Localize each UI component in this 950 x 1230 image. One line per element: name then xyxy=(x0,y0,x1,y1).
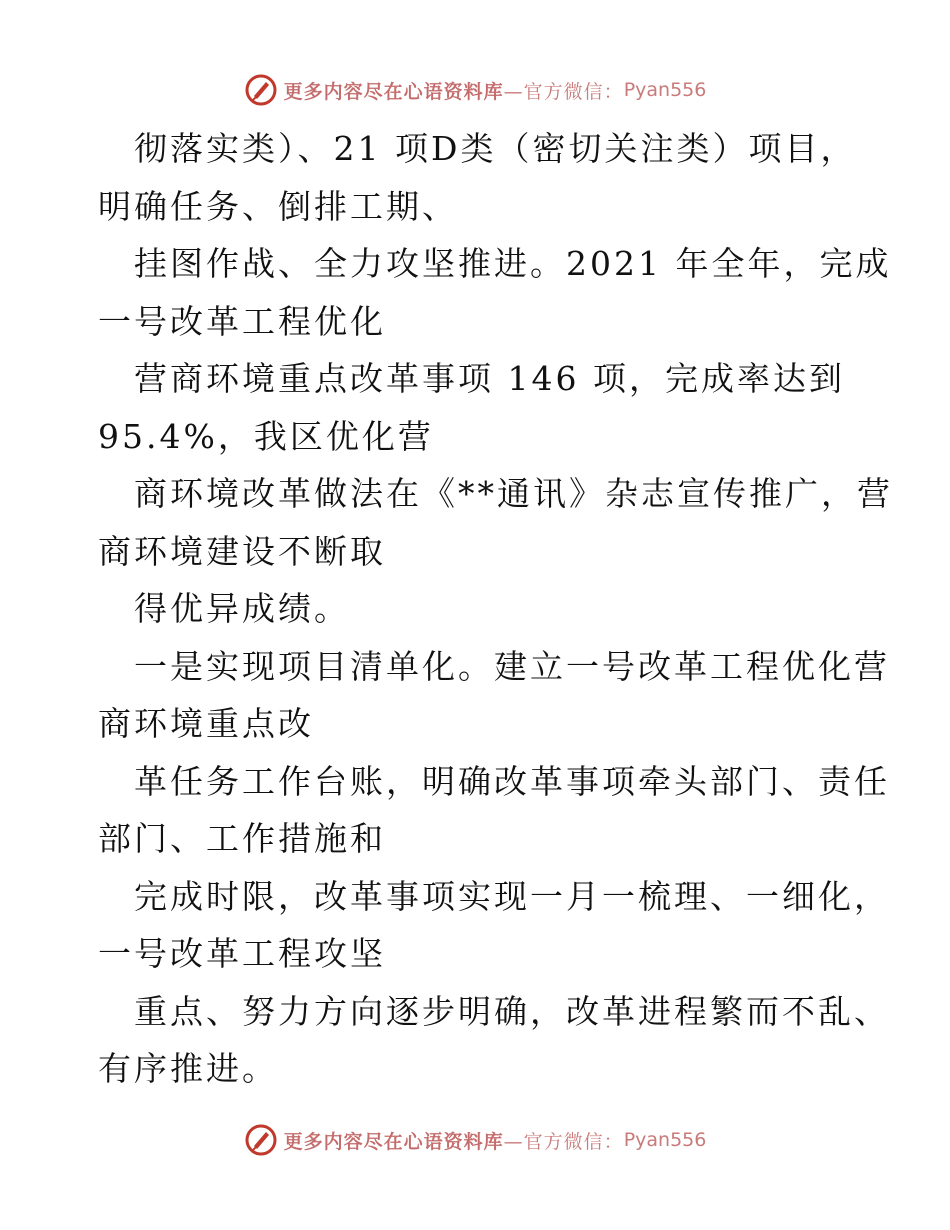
body-line: 革任务工作台账，明确改革事项牵头部门、责任 xyxy=(134,761,890,801)
document-body xyxy=(98,120,898,1098)
banner-site-text: 更多内容尽在心语资料库 xyxy=(283,1130,504,1153)
body-line: 营商环境重点改革事项 146 项，完成率达到 xyxy=(134,359,845,398)
body-line: 一是实现项目清单化。建立一号改革工程优化营 xyxy=(134,646,890,686)
body-line: 95.4%，我区优化营 xyxy=(98,416,434,456)
header-banner xyxy=(0,70,950,110)
body-line: 完成时限，改革事项实现一月一梳理、一细化， xyxy=(134,876,890,916)
body-line: 商环境重点改 xyxy=(98,704,314,743)
body-line: 商环境建设不断取 xyxy=(98,531,386,571)
body-line: 有序推进。 xyxy=(98,1049,278,1088)
body-line: 明确任务、倒排工期、 xyxy=(98,186,458,226)
body-line: 商环境改革做法在《**通讯》杂志宣传推广，营 xyxy=(134,474,893,513)
body-line: 一号改革工程优化 xyxy=(98,301,386,341)
banner-site-text: 更多内容尽在心语资料库 xyxy=(283,80,504,103)
body-line: 彻落实类）、21 项D类（密切关注类）项目， xyxy=(134,129,857,168)
banner-contact-text: —官方微信： xyxy=(503,1130,624,1153)
banner-wechat-id: Pyan556 xyxy=(623,1129,707,1151)
body-line: 重点、努力方向逐步明确，改革进程繁而不乱、 xyxy=(134,991,890,1031)
body-line: 得优异成绩。 xyxy=(134,589,350,628)
footer-banner xyxy=(0,1120,950,1160)
body-line: 部门、工作措施和 xyxy=(98,819,386,858)
body-line: 一号改革工程攻坚 xyxy=(98,934,386,973)
body-line: 挂图作战、全力攻坚推进。2021 年全年，完成 xyxy=(134,244,892,283)
logo-icon xyxy=(244,1123,278,1157)
banner-contact-text: —官方微信： xyxy=(503,80,624,103)
banner-wechat-id: Pyan556 xyxy=(623,79,707,101)
logo-icon xyxy=(244,73,278,107)
